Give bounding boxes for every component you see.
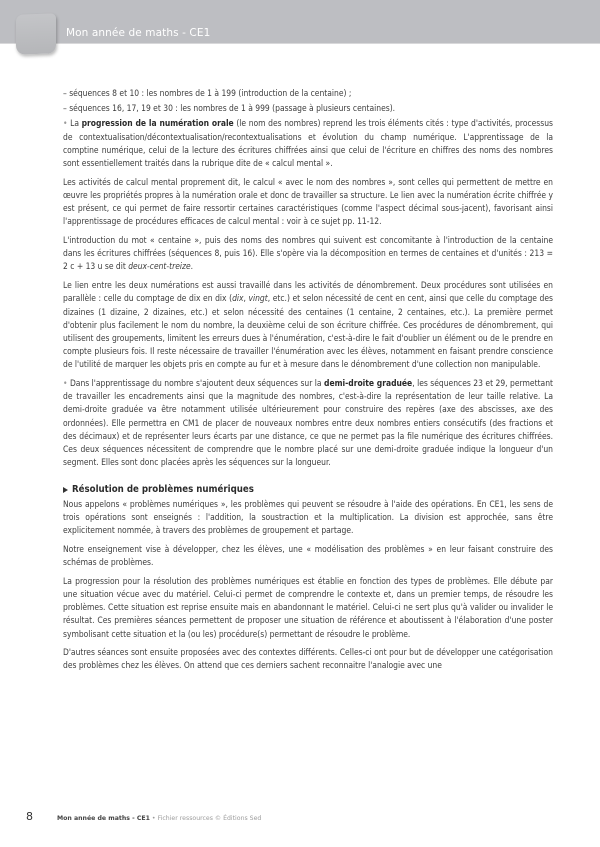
footer-title: Mon année de maths - CE1 <box>57 815 150 822</box>
italic-term: vingt <box>248 293 268 304</box>
italic-term: dix <box>232 293 244 304</box>
italic-term: deux-cent-treize <box>128 261 191 272</box>
paragraph-modelisation: Notre enseignement vise à développer, chez les élèves, une « modélisation des problèmes » en leur faisant construire des schémas de problèmes. <box>63 543 553 567</box>
corner-tab-decoration <box>16 13 56 54</box>
paragraph-progression: La progression pour la résolution des problèmes numériques est établie en fonction des types de problèmes. Elle débute par une situation vécue avec du matériel. Celui-ci permet de comprendre le contexte et, dans un premier temps, de résoudre les problèmes. Cette situation est reprise ensuite mais en abandonnant le matériel. Celui-ci ne sert plus qu'à valider ou invalider le résultat. Ces premières séances permettent de proposer une situation de référence et aboutissent à l'élaboration d'une poster symbolisant cette situation et la (ou les) procédure(s) permettant de résoudre le problème. <box>63 575 553 639</box>
page-number: 8 <box>26 810 33 823</box>
page-footer <box>26 810 261 823</box>
list-item: – séquences 16, 17, 19 et 30 : les nombres de 1 à 999 (passage à plusieurs centaines). <box>63 103 396 114</box>
paragraph-denombrement: Le lien entre les deux numérations est aussi travaillé dans les activités de dénombrement. Deux procédures sont utilisées en parallèle : celle du comptage de dix en dix (dix, vingt, etc.) et selon nécessité de cent en cent, ainsi que celle du comptage des dizaines (1 dizaine, 2 dizaines, etc.) et selon nécessité des centaines (1 centaine, 2 centaines, etc.). La première permet d'obtenir plus facilement le nom du nombre, la deuxième celui de son écriture chiffrée. Ces procédures de dénombrement, qui utilisent des groupements, limitent les erreurs dues à l'énumération, c'est-à-dire le fait d'oublier un élément ou de le prendre en compte plusieurs fois. Il reste nécessaire de travailler l'énumération avec les élèves, notamment en faisant prendre conscience de l'utilité de marquer les objets pris en compte au fur et à mesure dans le dénombrement d'une collection non manipulable. <box>63 280 553 370</box>
triangle-arrow-icon <box>63 487 68 493</box>
section-heading: Résolution de problèmes numériques <box>63 483 553 496</box>
page-body <box>63 87 553 678</box>
paragraph-centaine: L'introduction du mot « centaine », puis des noms des nombres qui suivent est concomitante à l'introduction de la centaine dans les écritures chiffrées (séquences 8, puis 16). Elle s'opère via la décomposition en termes de centaines et d'unités : 213 = 2 c + 13 u se dit deux-cent-treize. <box>63 235 553 272</box>
paragraph-calcul-mental: Les activités de calcul mental proprement dit, le calcul « avec le nom des nombres », sont celles qui permettent de mettre en œuvre les propriétés propres à la numération orale et donc de travailler sa structure. Le lien avec la numération écrite chiffrée y est présent, ce qui permet de faire ressortir certaines caractéristiques (comme l'aspect décimal sous-jacent), favorisant ainsi l'apprentissage de procédures efficaces de calcul mental : voir à ce sujet pp. 11-12. <box>63 176 553 227</box>
list-item: – séquences 8 et 10 : les nombres de 1 à 199 (introduction de la centaine) ; <box>63 88 352 98</box>
footer-separator: • <box>151 815 156 822</box>
running-header-title: Mon année de maths - CE1 <box>66 27 211 39</box>
bold-term: demi-droite graduée <box>324 378 413 389</box>
paragraph-problemes: Nous appelons « problèmes numériques », les problèmes qui peuvent se résoudre à l'aide des opérations. En CE1, les sens de trois opérations sont enseignés : l'addition, la soustraction et la multiplication. La division est approchée, sans être explicitement nommée, à travers des problèmes de groupement et partage. <box>63 498 553 536</box>
footer-credit: Fichier ressources © Éditions Sed <box>157 815 262 822</box>
paragraph-autres-seances: D'autres séances sont ensuite proposées avec des contextes différents. Celles-ci ont pour but de développer une catégorisation des problèmes chez les élèves. On attend que ces derniers sachent reconnaitre l'analogie avec une <box>63 647 553 671</box>
bullet-icon: • <box>63 118 68 129</box>
paragraph-numeration-orale: • La progression de la numération orale (le nom des nombres) reprend les trois éléments cités : type d'activités, processus de contextualisation/décontextualisation/recontextualisations et évolution du champ numérique. L'apprentissage de la comptine numérique, celui de la lecture des écritures chiffrées ainsi que celui de l'écriture en chiffres des noms des nombres sont essentiellement traités dans la rubrique dite de « calcul mental ». <box>63 118 553 169</box>
bullet-icon: • <box>63 378 68 389</box>
paragraph-demi-droite: • Dans l'apprentissage du nombre s'ajoutent deux séquences sur la demi-droite graduée, les séquences 23 et 29, permettant de travailler les encadrements ainsi que la magnitude des nombres, c'est-à-dire la représentation de leur taille relative. La demi-droite graduée va être notamment utilisée ultérieurement pour construire des repères (axe des abscisses, axe des ordonnées). Elle permettra en CM1 de placer de nouveaux nombres entre deux nombres entiers consécutifs (des fractions et des décimaux) et de représenter leurs écarts par une distance, ce que ne permet pas la file numérique des écritures chiffrées. Ces deux séquences nécessitent de comprendre que le nombre placé sur une demi-droite graduée indique la longueur d'un segment. Elles sont donc placées après les séquences sur la longueur. <box>63 378 553 468</box>
bold-term: progression de la numération orale <box>81 118 234 129</box>
